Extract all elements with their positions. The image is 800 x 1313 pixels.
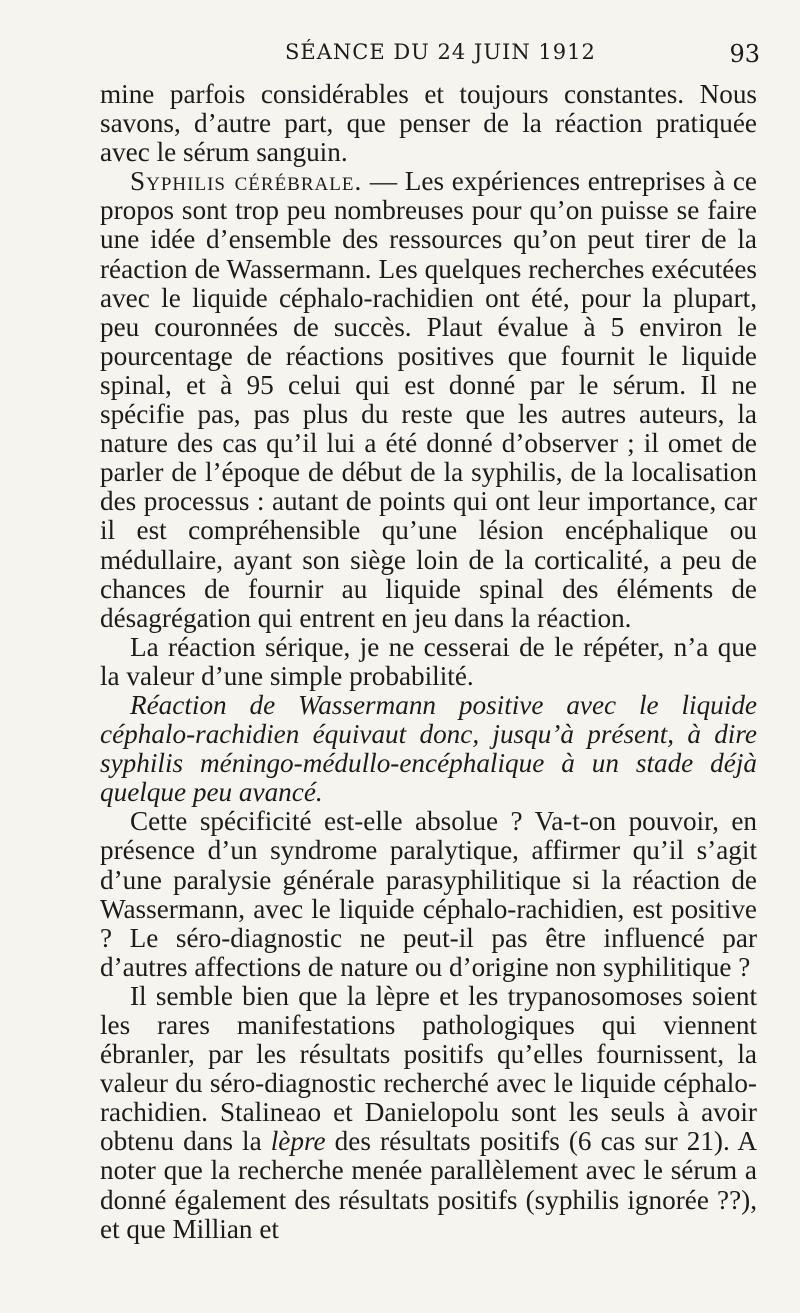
running-head: SÉANCE DU 24 JUIN 1912 xyxy=(285,40,596,64)
paragraph-4-italic: Réaction de Wassermann positive avec le liquide céphalo-rachidien équivaut donc, jusqu’à présent, à dire syphilis méningo-médullo-encéphalique à un stade déjà quelque peu avancé. xyxy=(100,689,757,808)
page-header xyxy=(100,38,760,70)
paragraph-6-text-a: Il semble bien que la lèpre et les trypanosomoses soient les rares manifestations pathologiques qui viennent ébranler, par les résultats positifs qu’elles fournissent, la valeur du séro-diagnostic recherché avec le liquide céphalo-rachidien. Stalineao et Danielopolu sont les seuls à avoir obtenu dans la xyxy=(100,980,757,1157)
page-body xyxy=(100,80,757,1244)
paragraph-1: mine parfois considérables et toujours constantes. Nous savons, d’autre part, que penser de la réaction pratiquée avec le sérum sanguin. xyxy=(100,79,757,168)
section-heading: Syphilis cérébrale. xyxy=(130,166,363,197)
paragraph-2-text: — Les expériences entreprises à ce propos sont trop peu nombreuses pour qu’on puisse se faire une idée d’ensemble des ressources qu’on peut tirer de la réaction de Wassermann. Les quelques recherches exécutées avec le liquide céphalo-rachidien ont été, pour la plupart, peu couronnées de succès. Plaut évalue à 5 environ le pourcentage de réactions positives que fournit le liquide spinal, et à 95 celui qui est donné par le sérum. Il ne spécifie pas, pas plus du reste que les autres auteurs, la nature des cas qu’il lui a été donné d’observer ; il omet de parler de l’époque de début de la syphilis, de la localisation des processus : autant de points qui ont leur importance, car il est compréhensible qu’une lésion encéphalique ou médullaire, ayant son siège loin de la corticalité, a peu de chances de fournir au liquide spinal des éléments de désagrégation qui entrent en jeu dans la réaction. xyxy=(100,166,757,633)
paragraph-syphilis-cerebrale xyxy=(100,167,757,633)
paragraph-3: La réaction sérique, je ne cesserai de le répéter, n’a que la valeur d’une simple probabilité. xyxy=(100,631,757,691)
paragraph-6 xyxy=(100,982,757,1244)
page-number: 93 xyxy=(729,40,760,68)
paragraph-6-italic-word: lèpre xyxy=(270,1126,326,1157)
paragraph-5: Cette spécificité est-elle absolue ? Va-t-on pouvoir, en présence d’un syndrome paralytique, affirmer qu’il s’agit d’une paralysie générale parasyphilitique si la réaction de Wassermann, avec le liquide céphalo-rachidien, est positive ? Le séro-diagnostic ne peut-il pas être influencé par d’autres affections de nature ou d’origine non syphilitique ? xyxy=(100,806,757,982)
paragraph-6-text-b: des résultats positifs (6 cas sur 21). A noter que la recherche menée parallèlement avec le sérum a donné également des résultats positifs (syphilis ignorée ??), et que Millian et xyxy=(100,1126,757,1244)
